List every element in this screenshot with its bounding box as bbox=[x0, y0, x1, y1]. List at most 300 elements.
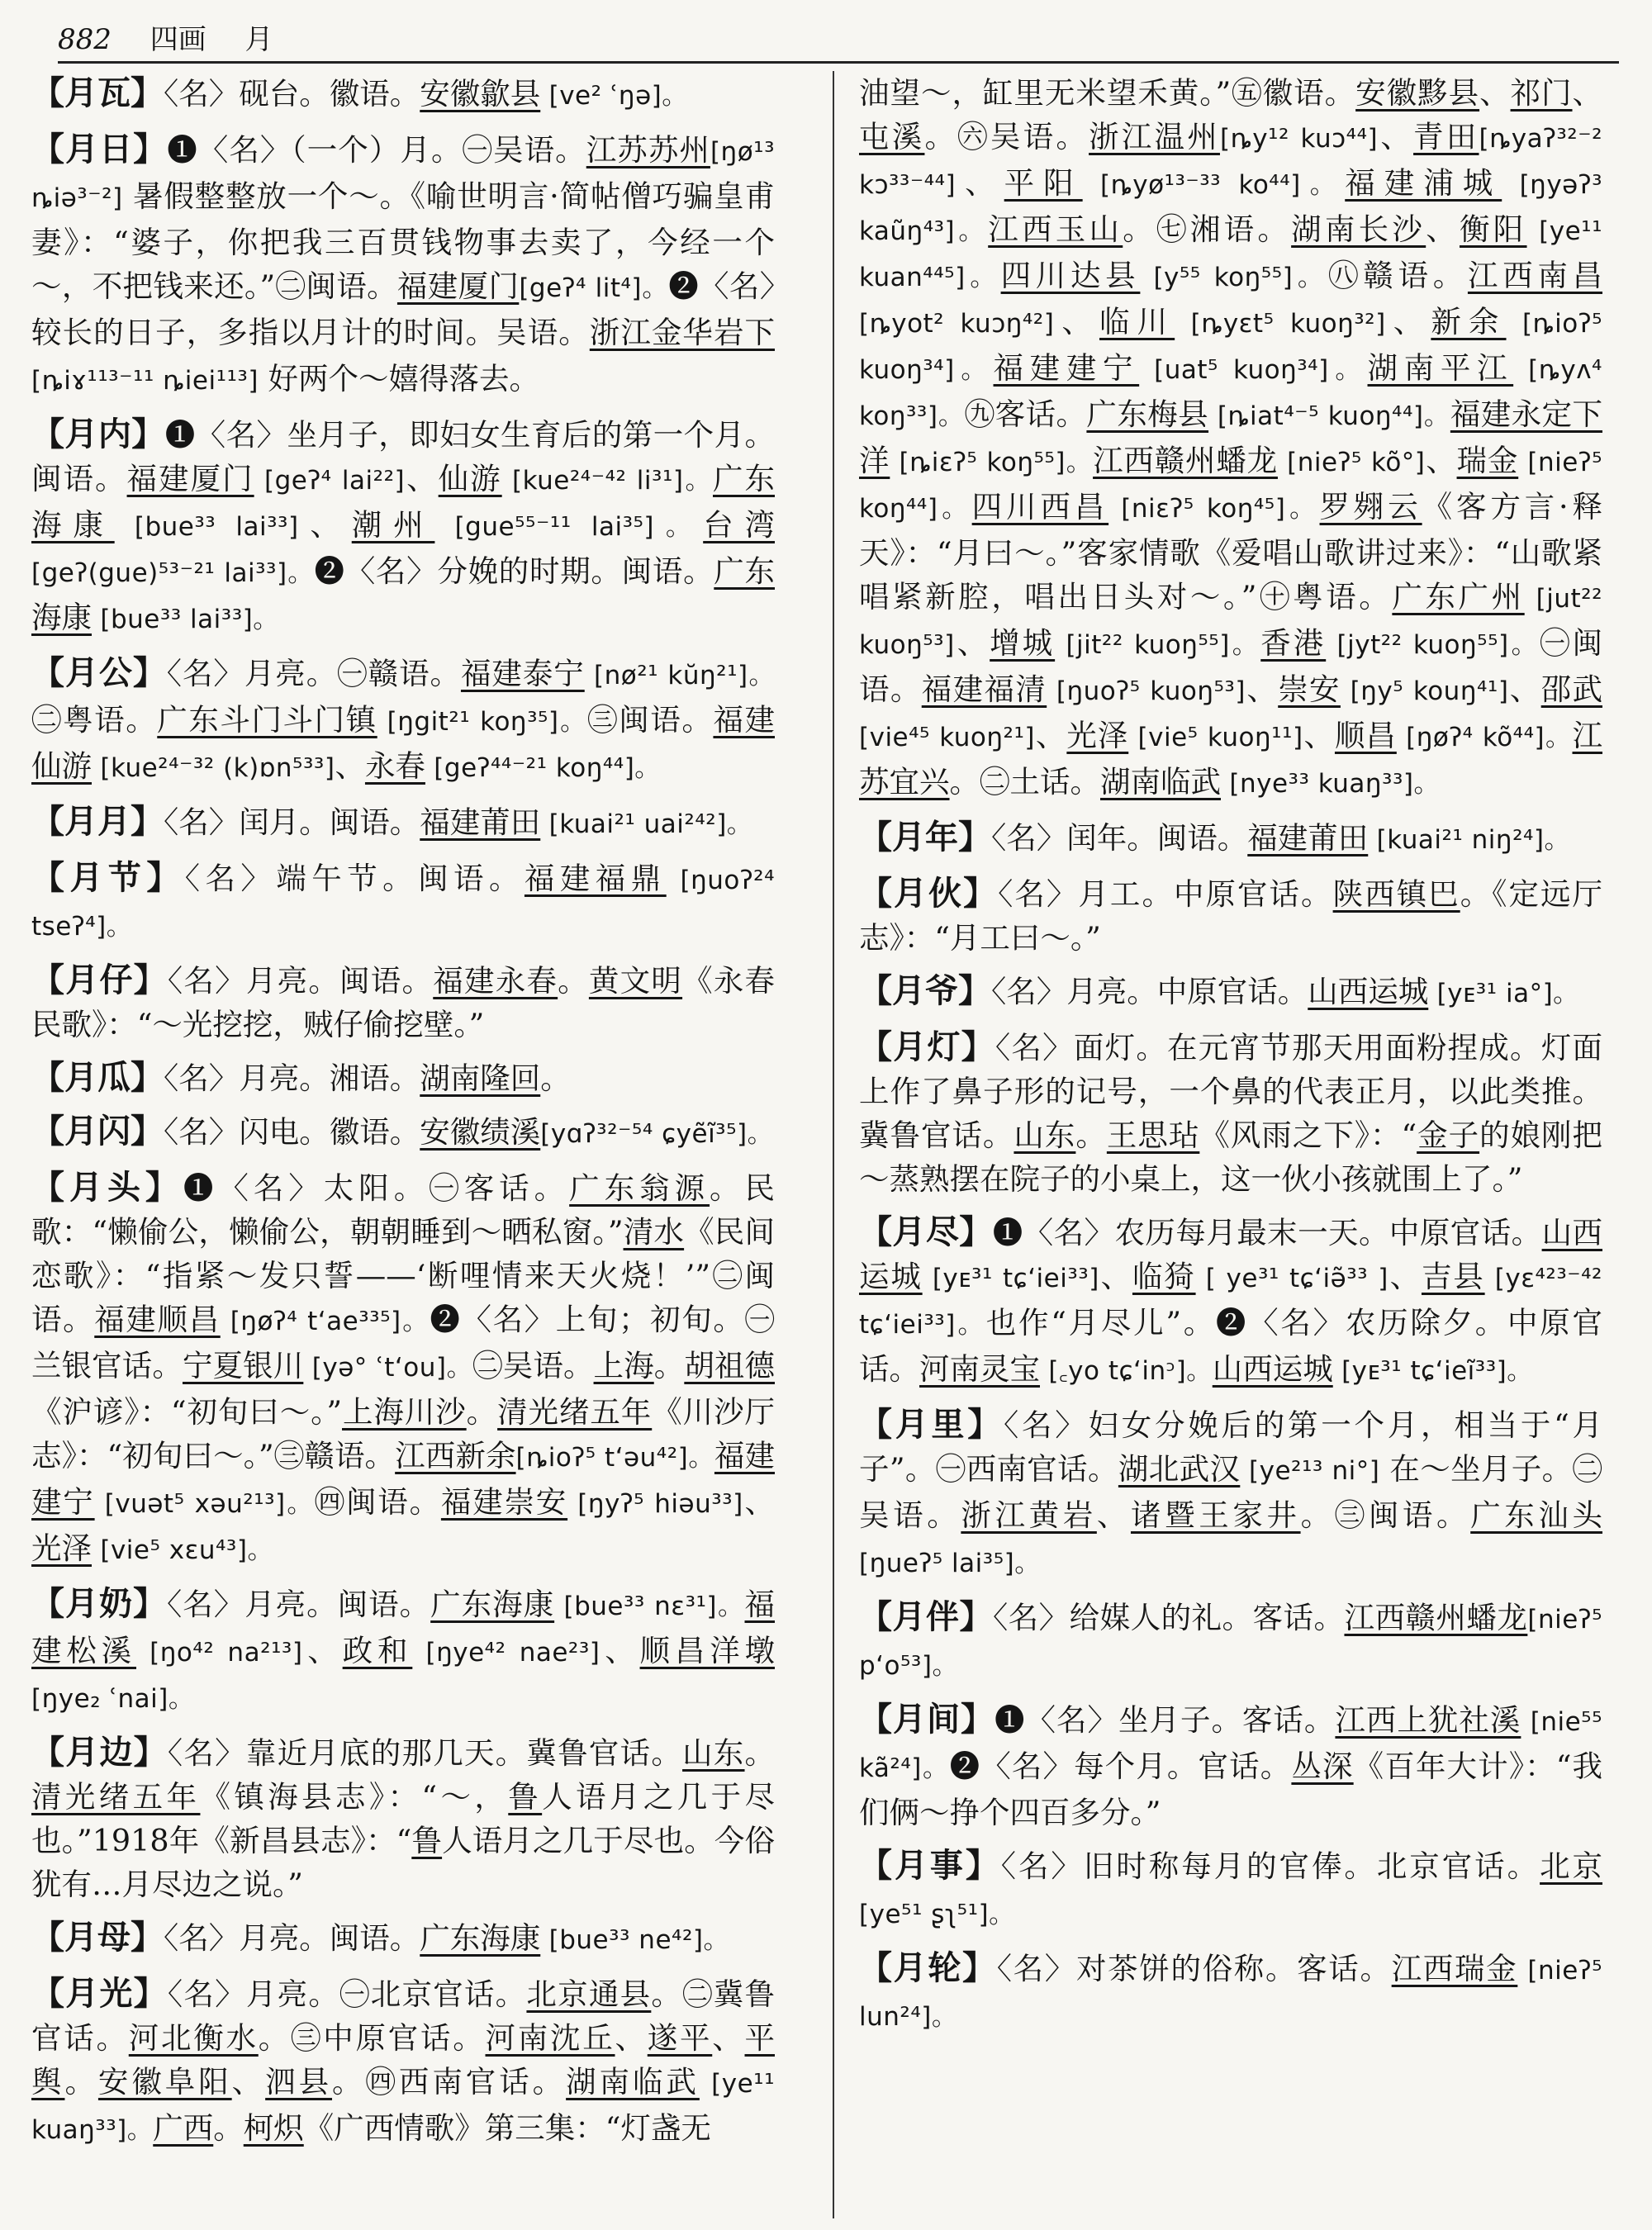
place-name: 广东海康 bbox=[430, 1587, 555, 1622]
place-name: 广东海康 bbox=[31, 461, 775, 543]
definition-text: 《民间恋歌》：“指紧～发只誓——‘断哩情来天火烧！’”㊁闽语。 bbox=[31, 1214, 775, 1337]
phonetic-transcription: [vuət⁵ xəu²¹³]。 bbox=[94, 1489, 315, 1519]
definition-text: ❷〈名〉每个月。官话。 bbox=[949, 1748, 1292, 1784]
dictionary-entry bbox=[31, 71, 775, 118]
place-name: 清光绪五年 bbox=[31, 1779, 201, 1815]
definition-text: ㊇赣语。 bbox=[1328, 258, 1468, 293]
dictionary-entry bbox=[31, 1915, 775, 1962]
definition-text: 《客方言·释天》：“月曰～。”客家情歌《爱唱山歌讲过来》：“山歌紧唱紧新腔，唱出日头对～。”㊉粤语。 bbox=[859, 489, 1602, 614]
definition-text: 、 bbox=[1034, 718, 1067, 753]
entry-headword: 【月伙】 bbox=[859, 874, 999, 913]
phonetic-transcription: [vie⁵ xɛu⁴³]。 bbox=[92, 1535, 273, 1565]
place-name: 河南灵宝 bbox=[919, 1351, 1040, 1387]
definition-text: ㊃闽语。 bbox=[314, 1484, 441, 1520]
definition-text: 《风雨之下》：“ bbox=[1199, 1117, 1417, 1153]
definition-text: 、 bbox=[1388, 1259, 1422, 1294]
phonetic-transcription: [ȵioʔ⁵ tʻəu⁴²]。 bbox=[515, 1443, 714, 1473]
definition-text: 〈名〉月亮。㊀赣语。 bbox=[166, 656, 461, 691]
place-name: 崇安 bbox=[1278, 671, 1341, 707]
place-name: 江西新余 bbox=[395, 1438, 516, 1473]
place-name: 广东斗门斗门镇 bbox=[157, 702, 377, 738]
phonetic-transcription: [ȵiat⁴⁻⁵ kuoŋ⁴⁴]。 bbox=[1208, 401, 1450, 431]
dictionary-entry bbox=[31, 651, 775, 790]
entry-headword: 【月年】 bbox=[859, 818, 991, 856]
definition-text: 。㊃西南官话。 bbox=[332, 2064, 567, 2100]
place-name: 福建福清 bbox=[921, 671, 1047, 707]
phonetic-transcription: [ŋye⁴² nae²³] bbox=[412, 1638, 601, 1668]
entry-headword: 【月边】 bbox=[31, 1733, 168, 1772]
definition-text: 的娘刚把～蒸熟摆在院子的小桌上，这一伙小孩就围上了。” bbox=[859, 1117, 1602, 1197]
place-name: 广西 bbox=[153, 2110, 214, 2146]
definition-text: 。㊁冀鲁官话。 bbox=[31, 1976, 775, 2056]
phonetic-transcription: [nieʔ⁵ kõ°] bbox=[1277, 448, 1426, 477]
dictionary-entry bbox=[31, 1109, 775, 1156]
definition-text: 、 bbox=[1099, 1259, 1132, 1294]
place-name: 山西运城 bbox=[859, 1215, 1602, 1294]
entry-headword: 【月月】 bbox=[31, 802, 164, 841]
dictionary-entry bbox=[859, 1210, 1602, 1393]
entry-headword: 【月灯】 bbox=[859, 1027, 995, 1066]
entry-continuation bbox=[859, 71, 1602, 806]
definition-text: 。 bbox=[653, 1348, 685, 1383]
definition-text: 、 bbox=[1303, 718, 1335, 753]
entry-headword: 【月仔】 bbox=[31, 961, 168, 999]
dictionary-entry bbox=[31, 856, 775, 949]
phonetic-transcription: [ye²¹³ ni°] bbox=[1240, 1456, 1380, 1486]
entry-headword: 【月瓦】 bbox=[31, 74, 164, 112]
definition-text: ㊂闽语。 bbox=[587, 702, 714, 738]
place-name: 湖南平江 bbox=[1367, 350, 1514, 386]
phonetic-transcription: [geʔ⁴ lit⁴]。 bbox=[519, 273, 669, 303]
place-name: 宁夏银川 bbox=[182, 1348, 304, 1383]
definition-text: 《广西情歌》第三集：“灯盏无 bbox=[303, 2110, 711, 2146]
phonetic-transcription: [ye¹¹ kuan⁴⁴⁵]。 bbox=[859, 216, 1602, 292]
entry-headword: 【月头】 bbox=[31, 1168, 183, 1207]
definition-text: 。㊂闽语。 bbox=[1300, 1497, 1471, 1533]
place-name: 清水 bbox=[623, 1214, 685, 1250]
place-name: 湖南隆回 bbox=[420, 1060, 541, 1096]
definition-text: 〈名〉妇女分娩后的第一个月，相当于“月子”。㊀西南官话。 bbox=[859, 1407, 1602, 1487]
definition-text: 。㊆湘语。 bbox=[1123, 211, 1292, 247]
definition-text: 。 bbox=[558, 963, 589, 999]
definition-text: 、 bbox=[1426, 211, 1460, 247]
phonetic-transcription: [ȵyʌ⁴ koŋ³³]。 bbox=[859, 355, 1602, 431]
entry-headword: 【月母】 bbox=[31, 1918, 164, 1957]
place-name: 光泽 bbox=[31, 1530, 92, 1566]
place-name: 福建建宁 bbox=[993, 350, 1140, 386]
place-name: 福建厦门 bbox=[126, 461, 254, 496]
definition-text: 、 bbox=[954, 625, 990, 661]
phonetic-transcription: [bue³³ lai³³] bbox=[114, 512, 299, 542]
phonetic-transcription: [ŋueʔ⁵ lai³⁵]。 bbox=[859, 1549, 1041, 1578]
place-name: 屯溪 bbox=[859, 119, 925, 154]
place-name: 丛深 bbox=[1291, 1748, 1354, 1784]
phonetic-transcription: [y⁵⁵ koŋ⁵⁵]。 bbox=[1140, 263, 1329, 292]
definition-text: 。民歌：“懒偷公，懒偷公，朝朝睡到～晒私窗。” bbox=[31, 1170, 775, 1250]
place-name: 政和 bbox=[342, 1633, 413, 1668]
page-number: 882 bbox=[58, 23, 112, 56]
place-name: 江西赣州蟠龙 bbox=[1093, 443, 1278, 478]
phonetic-transcription: [ye⁵¹ ʂʅ⁵¹]。 bbox=[859, 1900, 1015, 1929]
definition-text: 、 bbox=[743, 1484, 775, 1520]
phonetic-transcription: [uat⁵ kuoŋ³⁴]。 bbox=[1139, 355, 1368, 385]
definition-text: 。 bbox=[1075, 1117, 1107, 1153]
place-name: 增城 bbox=[990, 625, 1056, 661]
phonetic-transcription: [ye¹¹ kuaŋ³³]。 bbox=[31, 2069, 775, 2145]
place-name: 顺昌洋墩 bbox=[639, 1633, 775, 1668]
definition-text: ㊀闽语。 bbox=[859, 625, 1602, 707]
phonetic-transcription: [ȵioʔ⁵ kuoŋ³⁴]。 bbox=[859, 309, 1602, 385]
phonetic-transcription: [ȵy¹² kuɔ⁴⁴] bbox=[1219, 124, 1379, 154]
place-name: 金子 bbox=[1417, 1117, 1480, 1153]
place-name: 上海 bbox=[593, 1348, 654, 1383]
place-name: 广东翁源 bbox=[569, 1170, 710, 1206]
definition-text: 〈名〉月亮。闽语。 bbox=[167, 963, 434, 999]
definition-text: ❷〈名〉分娩的时期。闽语。 bbox=[314, 553, 714, 589]
phonetic-transcription: [bue³³ ne⁴²]。 bbox=[540, 1925, 729, 1955]
definition-text: 、 bbox=[231, 2064, 266, 2100]
definition-text: 油望～，缸里无米望禾黄。”㊄徽语。 bbox=[859, 75, 1356, 111]
definition-text: 。 bbox=[744, 1735, 775, 1771]
dictionary-entry bbox=[31, 1165, 775, 1573]
phonetic-transcription: [bue³³ nɛ³¹]。 bbox=[554, 1592, 745, 1621]
place-name: 青田 bbox=[1413, 119, 1479, 154]
definition-text: ❷〈名〉较长的日子，多指以月计的时间。吴语。 bbox=[31, 268, 775, 350]
dictionary-entry bbox=[859, 969, 1602, 1016]
phonetic-transcription: [ŋøʔ⁴ kõ⁴⁴]。 bbox=[1396, 723, 1573, 752]
place-name: 上海川沙 bbox=[342, 1394, 467, 1430]
place-name: 浙江黄岩 bbox=[961, 1497, 1097, 1533]
definition-text: 〈名〉月亮。湘语。 bbox=[164, 1060, 420, 1096]
entry-headword: 【月里】 bbox=[859, 1405, 1004, 1444]
phonetic-transcription: [vie⁴⁵ kuoŋ²¹] bbox=[859, 723, 1035, 752]
place-name: 安徽阜阳 bbox=[97, 2064, 232, 2100]
place-name: 广东海康 bbox=[31, 553, 775, 635]
phonetic-transcription: [ŋo⁴² na²¹³] bbox=[136, 1638, 303, 1668]
definition-text: 人语月之几于尽也。”1918年《新昌县志》：“ bbox=[31, 1779, 775, 1858]
definition-text: 〈名〉面灯。在元宵节那天用面粉捏成。灯面上作了鼻子形的记号，一个鼻的代表正月，以此类推。冀鲁官话。 bbox=[859, 1030, 1602, 1153]
place-name: 王思玷 bbox=[1106, 1117, 1200, 1153]
phonetic-transcription: [yᴇ³¹ ia°]。 bbox=[1428, 979, 1579, 1008]
definition-text: 《川沙厅志》：“初旬曰～。”㊂赣语。 bbox=[31, 1394, 775, 1473]
definition-text: 人语月之几于尽也。今俗犹有…月尽边之说。” bbox=[31, 1823, 775, 1902]
definition-text: 、 bbox=[335, 748, 365, 784]
definition-text: 〈名〉靠近月底的那几天。冀鲁官话。 bbox=[167, 1735, 683, 1771]
phonetic-transcription: [yᴇ³¹ tɕʻiei³³] bbox=[922, 1264, 1099, 1293]
entry-headword: 【月节】 bbox=[31, 858, 185, 897]
right-column bbox=[859, 71, 1602, 2218]
definition-text: 〈名〉月工。中原官话。 bbox=[998, 876, 1333, 912]
definition-text: ㊈客话。 bbox=[964, 396, 1087, 432]
dictionary-entry bbox=[859, 1843, 1602, 1937]
place-name: 福建厦门 bbox=[396, 268, 520, 304]
place-name: 山东 bbox=[682, 1735, 745, 1771]
place-name: 福建永春 bbox=[433, 963, 558, 999]
place-name: 江苏宜兴 bbox=[859, 718, 1602, 799]
place-name: 福建松溪 bbox=[31, 1587, 775, 1668]
place-name: 邵武 bbox=[1540, 671, 1602, 707]
definition-text: 、 bbox=[600, 1633, 640, 1668]
phonetic-transcription: [gue⁵⁵⁻¹¹ lai³⁵]。 bbox=[434, 512, 704, 542]
definition-text: 、 bbox=[1378, 119, 1414, 154]
dictionary-entry bbox=[31, 412, 775, 642]
phonetic-transcription: [ȵyø¹³⁻³³ ko⁴⁴]。 bbox=[1082, 170, 1346, 200]
place-name: 平阳 bbox=[1004, 165, 1083, 201]
dictionary-entry bbox=[31, 799, 775, 847]
phonetic-transcription: [ŋyəʔ³ kaũŋ⁴³]。 bbox=[859, 170, 1602, 246]
entry-headword: 【月爷】 bbox=[859, 971, 991, 1010]
place-name: 江苏苏州 bbox=[586, 132, 710, 168]
column-divider bbox=[833, 71, 834, 2218]
dictionary-entry bbox=[859, 815, 1602, 862]
phonetic-transcription: [vie⁵ kuoŋ¹¹] bbox=[1128, 723, 1303, 752]
definition-text: ❶〈名〉农历每月最末一天。中原官话。 bbox=[992, 1215, 1542, 1250]
phonetic-transcription: [nieʔ⁵ pʻo⁵³]。 bbox=[859, 1605, 1602, 1681]
phonetic-transcription: [nieʔ⁵ lun²⁴]。 bbox=[859, 1956, 1602, 2032]
place-name: 安徽歙县 bbox=[420, 76, 541, 112]
place-name: 江西玉山 bbox=[988, 211, 1123, 247]
phonetic-transcription: [ŋye₂ ʿnai]。 bbox=[31, 1684, 195, 1714]
definition-text: 、 bbox=[1425, 443, 1457, 478]
entry-headword: 【月尽】 bbox=[859, 1212, 993, 1251]
phonetic-transcription: [ŋuoʔ⁵ kuoŋ⁵³] bbox=[1047, 676, 1246, 706]
place-name: 福建仙游 bbox=[31, 702, 775, 784]
phonetic-transcription: [kuai²¹ uai²⁴²]。 bbox=[540, 809, 753, 839]
definition-text: 〈名〉月亮。中原官话。 bbox=[991, 974, 1308, 1009]
place-name: 福建莆田 bbox=[1247, 820, 1369, 856]
phonetic-transcription: [ȵyot² kuɔŋ⁴²] bbox=[859, 309, 1055, 339]
entry-headword: 【月间】 bbox=[859, 1700, 995, 1739]
place-name: 湖北武汉 bbox=[1118, 1451, 1241, 1487]
entry-headword: 【月公】 bbox=[31, 653, 167, 692]
definition-text: ❷〈名〉上旬；初旬。㊀兰银官话。 bbox=[31, 1302, 775, 1383]
entry-headword: 【月闪】 bbox=[31, 1112, 164, 1151]
definition-text: ❶〈名〉太阳。㊀客话。 bbox=[183, 1170, 570, 1206]
definition-text: 〈名〉对茶饼的俗称。客话。 bbox=[996, 1951, 1392, 1986]
entry-headword: 【月伴】 bbox=[859, 1597, 993, 1636]
place-name: 山西运城 bbox=[1212, 1351, 1333, 1387]
place-name: 浙江金华岩下 bbox=[589, 315, 775, 350]
phonetic-transcription: [ŋyʔ⁵ hiəu³³] bbox=[567, 1489, 743, 1519]
place-name: 广东海康 bbox=[420, 1920, 541, 1956]
place-name: 鲁 bbox=[411, 1823, 443, 1858]
dictionary-entry bbox=[31, 958, 775, 1046]
definition-text: 〈名〉端午节。闽语。 bbox=[184, 861, 525, 896]
place-name: 遂平 bbox=[647, 2020, 713, 2056]
place-name: 柯炽 bbox=[243, 2110, 304, 2146]
definition-text: 、 bbox=[615, 2020, 648, 2056]
phonetic-transcription: [ȵyaʔ³²⁻² kɔ³³⁻⁴⁴] bbox=[859, 124, 1602, 200]
dictionary-entry bbox=[859, 1697, 1602, 1834]
place-name: 北京 bbox=[1540, 1848, 1602, 1884]
place-name: 新余 bbox=[1431, 304, 1507, 339]
entry-headword: 【月轮】 bbox=[859, 1948, 997, 1987]
place-name: 北京通县 bbox=[526, 1976, 652, 2012]
phonetic-transcription: [nye³³ kuaŋ³³]。 bbox=[1221, 769, 1440, 799]
place-name: 永春 bbox=[364, 748, 425, 784]
phonetic-transcription: [ ye³¹ tɕʻiə̃³³ ] bbox=[1195, 1264, 1389, 1293]
phonetic-transcription: [ve² ʿŋə]。 bbox=[540, 81, 688, 111]
definition-text: 、 bbox=[302, 1633, 343, 1668]
phonetic-transcription: [yə° ʿtʻou]。 bbox=[303, 1353, 473, 1383]
phonetic-transcription: [ŋy⁵ kouŋ⁴¹] bbox=[1340, 676, 1509, 706]
phonetic-transcription: [kue²⁴⁻³² (k)ɒn⁵³³] bbox=[92, 753, 335, 783]
definition-text: 。《定远厅志》：“月工曰～。” bbox=[859, 876, 1602, 956]
entry-headword: 【月日】 bbox=[31, 130, 168, 168]
place-name: 鲁 bbox=[508, 1779, 543, 1815]
definition-text: 《永春民歌》：“～光挖挖，贼仔偷挖壁。” bbox=[31, 963, 775, 1042]
definition-text: 、 bbox=[1572, 75, 1602, 111]
definition-text: 〈名〉闪电。徽语。 bbox=[164, 1114, 420, 1150]
place-name: 安徽黟县 bbox=[1355, 75, 1480, 111]
place-name: 四川西昌 bbox=[971, 489, 1109, 524]
place-name: 广东汕头 bbox=[1470, 1497, 1602, 1533]
left-column bbox=[31, 71, 775, 2218]
place-name: 广东广州 bbox=[1392, 579, 1525, 614]
entry-headword: 【月事】 bbox=[859, 1846, 1001, 1885]
dictionary-entry bbox=[31, 1056, 775, 1100]
phonetic-transcription: [jut²² kuoŋ⁵³] bbox=[859, 584, 1602, 660]
definition-text: 。 bbox=[466, 1394, 498, 1430]
definition-text: 。 bbox=[64, 2064, 98, 2100]
dictionary-entry bbox=[31, 127, 775, 403]
phonetic-transcription: [yᴇ³¹ tɕʻieĩ³³]。 bbox=[1332, 1356, 1533, 1386]
place-name: 安徽绩溪 bbox=[420, 1114, 541, 1150]
place-name: 陕西镇巴 bbox=[1332, 876, 1460, 912]
definition-text: 、 bbox=[1096, 1497, 1131, 1533]
definition-text: ❶〈名〉坐月子，即妇女生育后的第一个月。闽语。 bbox=[31, 417, 775, 496]
definition-text: 。 bbox=[213, 2110, 244, 2146]
place-name: 福建顺昌 bbox=[94, 1302, 221, 1337]
place-name: 临猗 bbox=[1132, 1259, 1196, 1294]
entry-headword: 【月奶】 bbox=[31, 1584, 167, 1623]
phonetic-transcription: [꜀yo tɕʻinᵓ]。 bbox=[1040, 1356, 1213, 1386]
place-name: 黄文明 bbox=[588, 963, 683, 999]
place-name: 潮州 bbox=[351, 507, 435, 543]
phonetic-transcription: [yɑʔ³²⁻⁵⁴ ɕyẽĩ³⁵]。 bbox=[540, 1119, 774, 1149]
phonetic-transcription: [ȵyɛt⁵ kuoŋ³²] bbox=[1175, 309, 1386, 339]
definition-text: 。㊂中原官话。 bbox=[258, 2020, 486, 2056]
definition-text: 。 bbox=[540, 1060, 571, 1096]
phonetic-transcription: [niɛʔ⁵ koŋ⁴⁵]。 bbox=[1108, 494, 1320, 524]
dictionary-entry bbox=[31, 1730, 775, 1906]
phonetic-transcription: [ŋøʔ⁴ tʻae³³⁵]。 bbox=[220, 1307, 430, 1336]
phonetic-transcription: [geʔ(gue)⁵³⁻²¹ lai³³]。 bbox=[31, 558, 315, 588]
place-name: 浙江温州 bbox=[1089, 119, 1220, 154]
definition-text: 、 bbox=[712, 2020, 745, 2056]
entry-headword: 【月瓜】 bbox=[31, 1058, 164, 1097]
place-name: 香港 bbox=[1260, 625, 1327, 661]
place-name: 诸暨王家井 bbox=[1130, 1497, 1301, 1533]
definition-text: 《沪谚》：“初旬曰～。” bbox=[31, 1394, 343, 1430]
definition-text: ㊁吴语。 bbox=[472, 1348, 594, 1383]
phonetic-transcription: [bue³³ lai³³]。 bbox=[92, 605, 279, 634]
entry-headword: 【月光】 bbox=[31, 1974, 168, 2013]
phonetic-transcription: [geʔ⁴⁴⁻²¹ koŋ⁴⁴]。 bbox=[425, 753, 661, 783]
definition-text: 、 bbox=[1245, 671, 1279, 707]
definition-text: 《百年大计》：“我们俩～挣个四百多分。” bbox=[859, 1748, 1602, 1830]
definition-text: ❶〈名〉坐月子。客话。 bbox=[994, 1702, 1336, 1738]
definition-text: 、 bbox=[298, 507, 352, 543]
radical-label: 月 bbox=[244, 23, 273, 56]
definition-text: 《镇海县志》：“～， bbox=[200, 1779, 509, 1815]
phonetic-transcription: [ŋgit²¹ koŋ³⁵]。 bbox=[377, 707, 588, 737]
place-name: 四川达县 bbox=[1000, 258, 1141, 293]
place-name: 台湾 bbox=[703, 507, 775, 543]
definition-text: ㊁粤语。 bbox=[31, 702, 158, 738]
place-name: 光泽 bbox=[1066, 718, 1129, 753]
definition-text: 、 bbox=[1385, 304, 1431, 339]
definition-text: 、 bbox=[1054, 304, 1099, 339]
place-name: 罗翙云 bbox=[1319, 489, 1422, 524]
place-name: 福建莆田 bbox=[420, 804, 541, 840]
dictionary-entry bbox=[31, 1971, 775, 2152]
place-name: 福建福鼎 bbox=[524, 861, 667, 896]
place-name: 江西赣州蟠龙 bbox=[1344, 1600, 1528, 1635]
definition-text: 〈名〉月亮。闽语。 bbox=[166, 1587, 431, 1622]
place-name: 泗县 bbox=[265, 2064, 333, 2100]
place-name: 江西瑞金 bbox=[1391, 1951, 1518, 1986]
place-name: 广东梅县 bbox=[1086, 396, 1209, 432]
phonetic-transcription: [kuai²¹ niŋ²⁴]。 bbox=[1368, 825, 1571, 855]
place-name: 清光绪五年 bbox=[497, 1394, 653, 1430]
phonetic-transcription: [ȵiɤ¹¹³⁻¹¹ ȵiei¹¹³] bbox=[31, 366, 259, 396]
definition-text: 。㊁土话。 bbox=[949, 764, 1100, 799]
phonetic-transcription: [jyt²² kuoŋ⁵⁵]。 bbox=[1326, 630, 1540, 660]
place-name: 仙游 bbox=[438, 461, 502, 496]
definition-text: 也作“月尽儿”。❷〈名〉农历除夕。中原官话。 bbox=[859, 1305, 1602, 1387]
phonetic-transcription: [kue²⁴⁻⁴² li³¹]。 bbox=[501, 466, 713, 496]
definition-text: 、 bbox=[956, 165, 1004, 201]
definition-text: 〈名〉闰年。闽语。 bbox=[991, 820, 1248, 856]
place-name: 衡阳 bbox=[1459, 211, 1527, 247]
definition-text: 〈名〉给媒人的礼。客话。 bbox=[992, 1600, 1345, 1635]
phonetic-transcription: [ȵiɛʔ⁵ koŋ⁵⁵]。 bbox=[890, 448, 1094, 477]
place-name: 平舆 bbox=[31, 2020, 775, 2100]
phonetic-transcription: [yɛ⁴²³⁻⁴² tɕʻiei³³]。 bbox=[859, 1264, 1602, 1340]
place-name: 瑞金 bbox=[1456, 443, 1519, 478]
section-label: 四画 bbox=[150, 23, 206, 56]
phonetic-transcription: [nø²¹ kŭŋ²¹]。 bbox=[584, 661, 775, 690]
phonetic-transcription: [geʔ⁴ lai²²] bbox=[254, 466, 406, 496]
place-name: 湖南临武 bbox=[1100, 764, 1221, 799]
place-name: 河北衡水 bbox=[128, 2020, 259, 2056]
dictionary-entry bbox=[31, 1582, 775, 1721]
definition-text: 暑假整整放一个～。《喻世明言·简帖僧巧骗皇甫妻》：“婆子，你把我三百贯钱物事去卖了，今经一个～，不把钱来还。”㊁闽语。 bbox=[31, 178, 775, 304]
definition-text: 在～坐月子。㊁吴语。 bbox=[859, 1451, 1602, 1533]
definition-text: 。㊅吴语。 bbox=[924, 119, 1089, 154]
place-name: 福建泰宁 bbox=[460, 656, 585, 691]
definition-text: 〈名〉砚台。徽语。 bbox=[164, 76, 420, 112]
place-name: 临川 bbox=[1099, 304, 1175, 339]
place-name: 福建建宁 bbox=[31, 1438, 775, 1520]
page-header bbox=[58, 18, 1619, 64]
dictionary-entry bbox=[859, 1025, 1602, 1201]
definition-text: 〈名〉闰月。闽语。 bbox=[164, 804, 420, 840]
definition-text: 〈名〉旧时称每月的官俸。北京官话。 bbox=[1000, 1848, 1540, 1884]
dictionary-entry bbox=[859, 1402, 1602, 1586]
entry-headword: 【月内】 bbox=[31, 415, 165, 453]
place-name: 吉县 bbox=[1421, 1259, 1485, 1294]
dictionary-entry bbox=[859, 871, 1602, 960]
place-name: 江西南昌 bbox=[1467, 258, 1602, 293]
phonetic-transcription: [nieʔ⁵ koŋ⁴⁴]。 bbox=[859, 448, 1602, 524]
dictionary-entry bbox=[859, 1595, 1602, 1688]
place-name: 湖南临武 bbox=[566, 2064, 700, 2100]
definition-text: 〈名〉月亮。㊀北京官话。 bbox=[167, 1976, 527, 2012]
definition-text: 〈名〉月亮。闽语。 bbox=[164, 1920, 420, 1956]
place-name: 湖南长沙 bbox=[1291, 211, 1427, 247]
